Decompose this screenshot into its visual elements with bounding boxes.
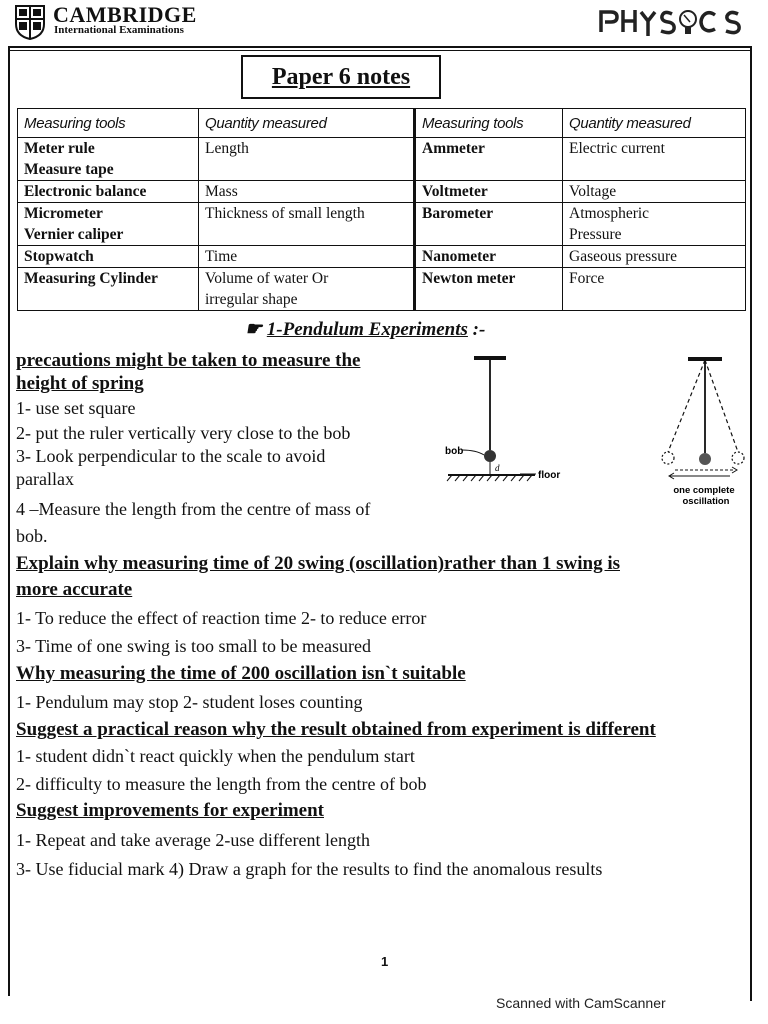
brand-subtitle: International Examinations — [54, 24, 184, 36]
table-cell-quantity: Time — [199, 246, 415, 268]
crest-icon — [14, 4, 46, 40]
table-header-row — [18, 109, 746, 138]
pointing-hand-icon: ☛ — [245, 319, 263, 340]
table-cell-tool: Meter rule Measure tape — [18, 138, 199, 181]
precautions-heading-line2: height of spring — [16, 373, 144, 394]
section-title: 1-Pendulum Experiments — [266, 319, 468, 340]
page-number: 1 — [381, 954, 389, 969]
q4-answer-line: 3- Use fiducial mark 4) Draw a graph for the results to find the anomalous results — [16, 859, 603, 879]
table-cell-tool: Barometer — [415, 203, 563, 246]
q1-heading-line2: more accurate — [16, 579, 133, 600]
precaution-item: 2- put the ruler vertically very close to the bob — [16, 423, 351, 443]
q1-answer-line: 1- To reduce the effect of reaction time 2- to reduce error — [16, 608, 427, 628]
oscillation-label-line2: oscillation — [682, 496, 730, 507]
table-row — [18, 246, 746, 268]
table-header-cell: Measuring tools — [415, 109, 563, 138]
page-border-left — [8, 46, 10, 996]
table-cell-tool: Micrometer Vernier caliper — [18, 203, 199, 246]
pendulum-diagram — [440, 350, 760, 520]
distance-label: d — [495, 463, 500, 473]
table-row — [18, 181, 746, 203]
table-cell-tool: Stopwatch — [18, 246, 199, 268]
brand-name: CAMBRIDGE — [53, 2, 197, 27]
precaution-item: bob. — [16, 526, 48, 546]
page-border-right — [750, 46, 752, 1001]
table-cell-quantity: Electric current — [563, 138, 746, 181]
section-heading — [245, 318, 485, 341]
q3-answer-line: 1- student didn`t react quickly when the pendulum start — [16, 746, 415, 766]
table-cell-quantity: Length — [199, 138, 415, 181]
table-cell-tool: Nanometer — [415, 246, 563, 268]
precautions-heading-line1: precautions might be taken to measure the — [16, 350, 361, 371]
table-row — [18, 138, 746, 181]
table-header-cell: Quantity measured — [563, 109, 746, 138]
precaution-item: 1- use set square — [16, 398, 136, 418]
q2-answer-line: 1- Pendulum may stop 2- student loses counting — [16, 692, 363, 712]
table-cell-quantity: Volume of water Or irregular shape — [199, 268, 415, 311]
table-cell-tool: Voltmeter — [415, 181, 563, 203]
table-cell-tool: Newton meter — [415, 268, 563, 311]
measuring-tools-table — [17, 108, 746, 311]
page-border-top — [10, 46, 752, 48]
table-cell-tool: Ammeter — [415, 138, 563, 181]
physics-logo-icon — [598, 2, 748, 42]
precaution-item: parallax — [16, 469, 74, 489]
q4-heading: Suggest improvements for experiment — [16, 800, 324, 821]
q1-heading-line1: Explain why measuring time of 20 swing (oscillation)rather than 1 swing is — [16, 553, 620, 574]
precaution-item: 3- Look perpendicular to the scale to avoid — [16, 446, 326, 466]
bob-label: bob — [445, 446, 464, 457]
scanner-watermark: Scanned with CamScanner — [496, 995, 666, 1011]
table-row — [18, 268, 746, 311]
table-row — [18, 203, 746, 246]
q3-heading: Suggest a practical reason why the result obtained from experiment is different — [16, 719, 656, 740]
oscillation-label-line1: one complete — [673, 485, 735, 496]
table-header-cell: Measuring tools — [18, 109, 199, 138]
table-cell-quantity: Thickness of small length — [199, 203, 415, 246]
table-cell-quantity: Gaseous pressure — [563, 246, 746, 268]
table-cell-quantity: Voltage — [563, 181, 746, 203]
precaution-item: 4 –Measure the length from the centre of mass of — [16, 499, 371, 519]
q1-answer-line: 3- Time of one swing is too small to be measured — [16, 636, 371, 656]
page-border-top-inner — [10, 50, 752, 51]
table-cell-tool: Electronic balance — [18, 181, 199, 203]
q2-heading: Why measuring the time of 200 oscillation isn`t suitable — [16, 663, 466, 684]
table-cell-quantity: Force — [563, 268, 746, 311]
table-header-cell: Quantity measured — [199, 109, 415, 138]
table-cell-quantity: Atmospheric Pressure — [563, 203, 746, 246]
floor-label: floor — [538, 470, 561, 481]
q4-answer-line: 1- Repeat and take average 2-use different length — [16, 830, 371, 850]
table-cell-tool: Measuring Cylinder — [18, 268, 199, 311]
table-cell-quantity: Mass — [199, 181, 415, 203]
section-title-suffix: :- — [467, 319, 486, 340]
page-title: Paper 6 notes — [241, 55, 441, 99]
q3-answer-line: 2- difficulty to measure the length from the centre of bob — [16, 774, 427, 794]
